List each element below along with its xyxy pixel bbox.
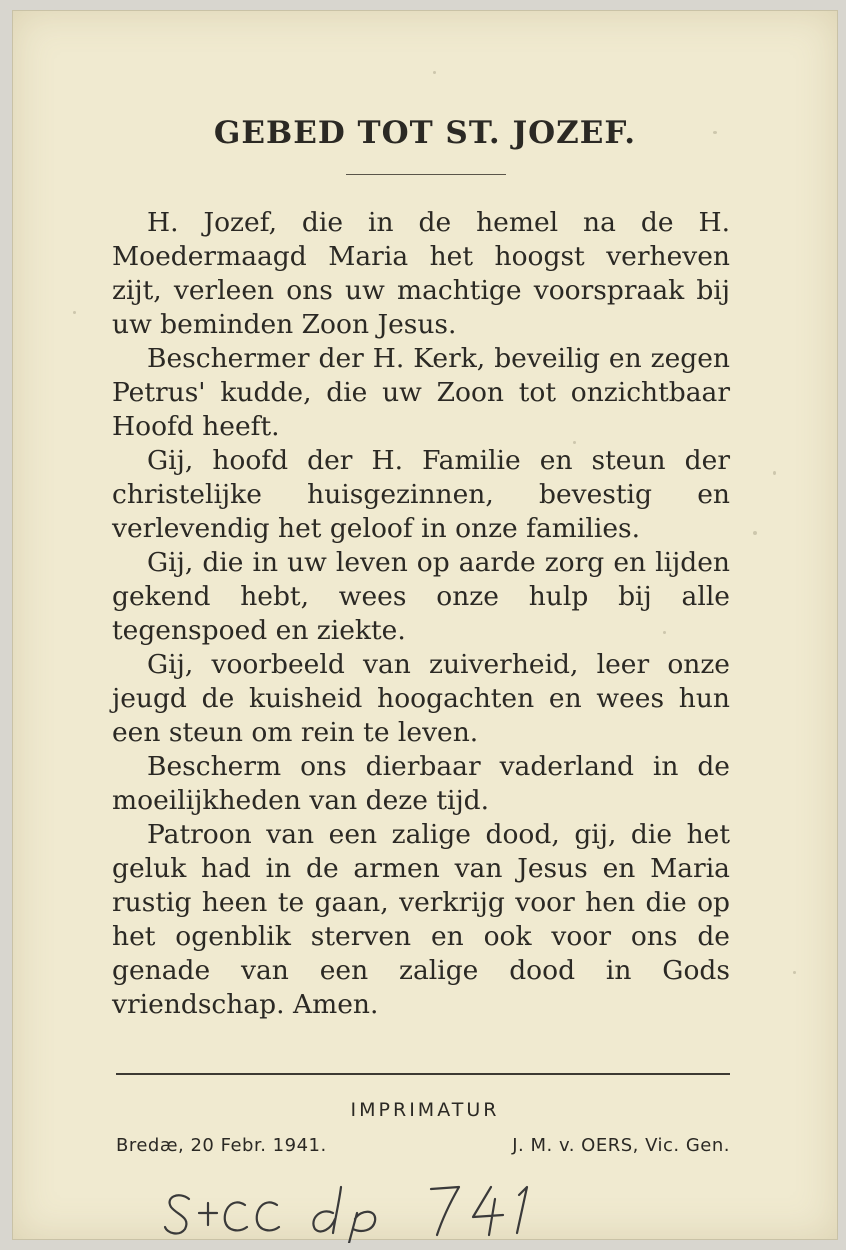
- footer-divider: [116, 1073, 730, 1075]
- paper-speck: [753, 531, 757, 535]
- approval-place-date: Bredæ, 20 Febr. 1941.: [116, 1135, 327, 1156]
- prayer-paragraph: Gij, voorbeeld van zuiverheid, leer onze jeugd de kuisheid hoogachten en wees hun een steun om rein te leven.: [112, 649, 730, 748]
- prayer-paragraph: Patroon van een zalige dood, gij, die het geluk had in de armen van Jesus en Maria rustig heen te gaan, verkrijg voor hen die op het ogenblik sterven en ook voor ons de genade van een zalige dood in Gods vriendschap. Amen.: [112, 819, 730, 1020]
- paper-speck: [793, 971, 796, 974]
- paper-speck: [433, 71, 436, 74]
- prayer-paragraph: Bescherm ons dierbaar vaderland in de moeilijkheden van deze tijd.: [112, 751, 730, 816]
- prayer-body: [112, 206, 730, 1022]
- approval-line: [116, 1135, 730, 1156]
- title-divider: [346, 174, 506, 175]
- paper-speck: [773, 471, 776, 475]
- prayer-paragraph: Gij, die in uw leven op aarde zorg en lijden gekend hebt, wees onze hulp bij alle tegenspoed en ziekte.: [112, 547, 730, 646]
- prayer-title: GEBED TOT ST. JOZEF.: [213, 115, 637, 151]
- imprimatur-heading: IMPRIMATUR: [350, 1099, 500, 1121]
- handwritten-note: [161, 1173, 561, 1243]
- prayer-paragraph: H. Jozef, die in de hemel na de H. Moedermaagd Maria het hoogst verheven zijt, verleen ons uw machtige voorspraak bij uw beminden Zoon Jesus.: [112, 207, 730, 340]
- paper-speck: [73, 311, 76, 314]
- approval-signatory: J. M. v. OERS, Vic. Gen.: [512, 1135, 730, 1156]
- prayer-paragraph: Gij, hoofd der H. Familie en steun der christelijke huisgezinnen, bevestig en verlevendig het geloof in onze families.: [112, 445, 730, 544]
- prayer-paragraph: Beschermer der H. Kerk, beveilig en zegen Petrus' kudde, die uw Zoon tot onzichtbaar Hoofd heeft.: [112, 343, 730, 442]
- prayer-card: [12, 10, 838, 1240]
